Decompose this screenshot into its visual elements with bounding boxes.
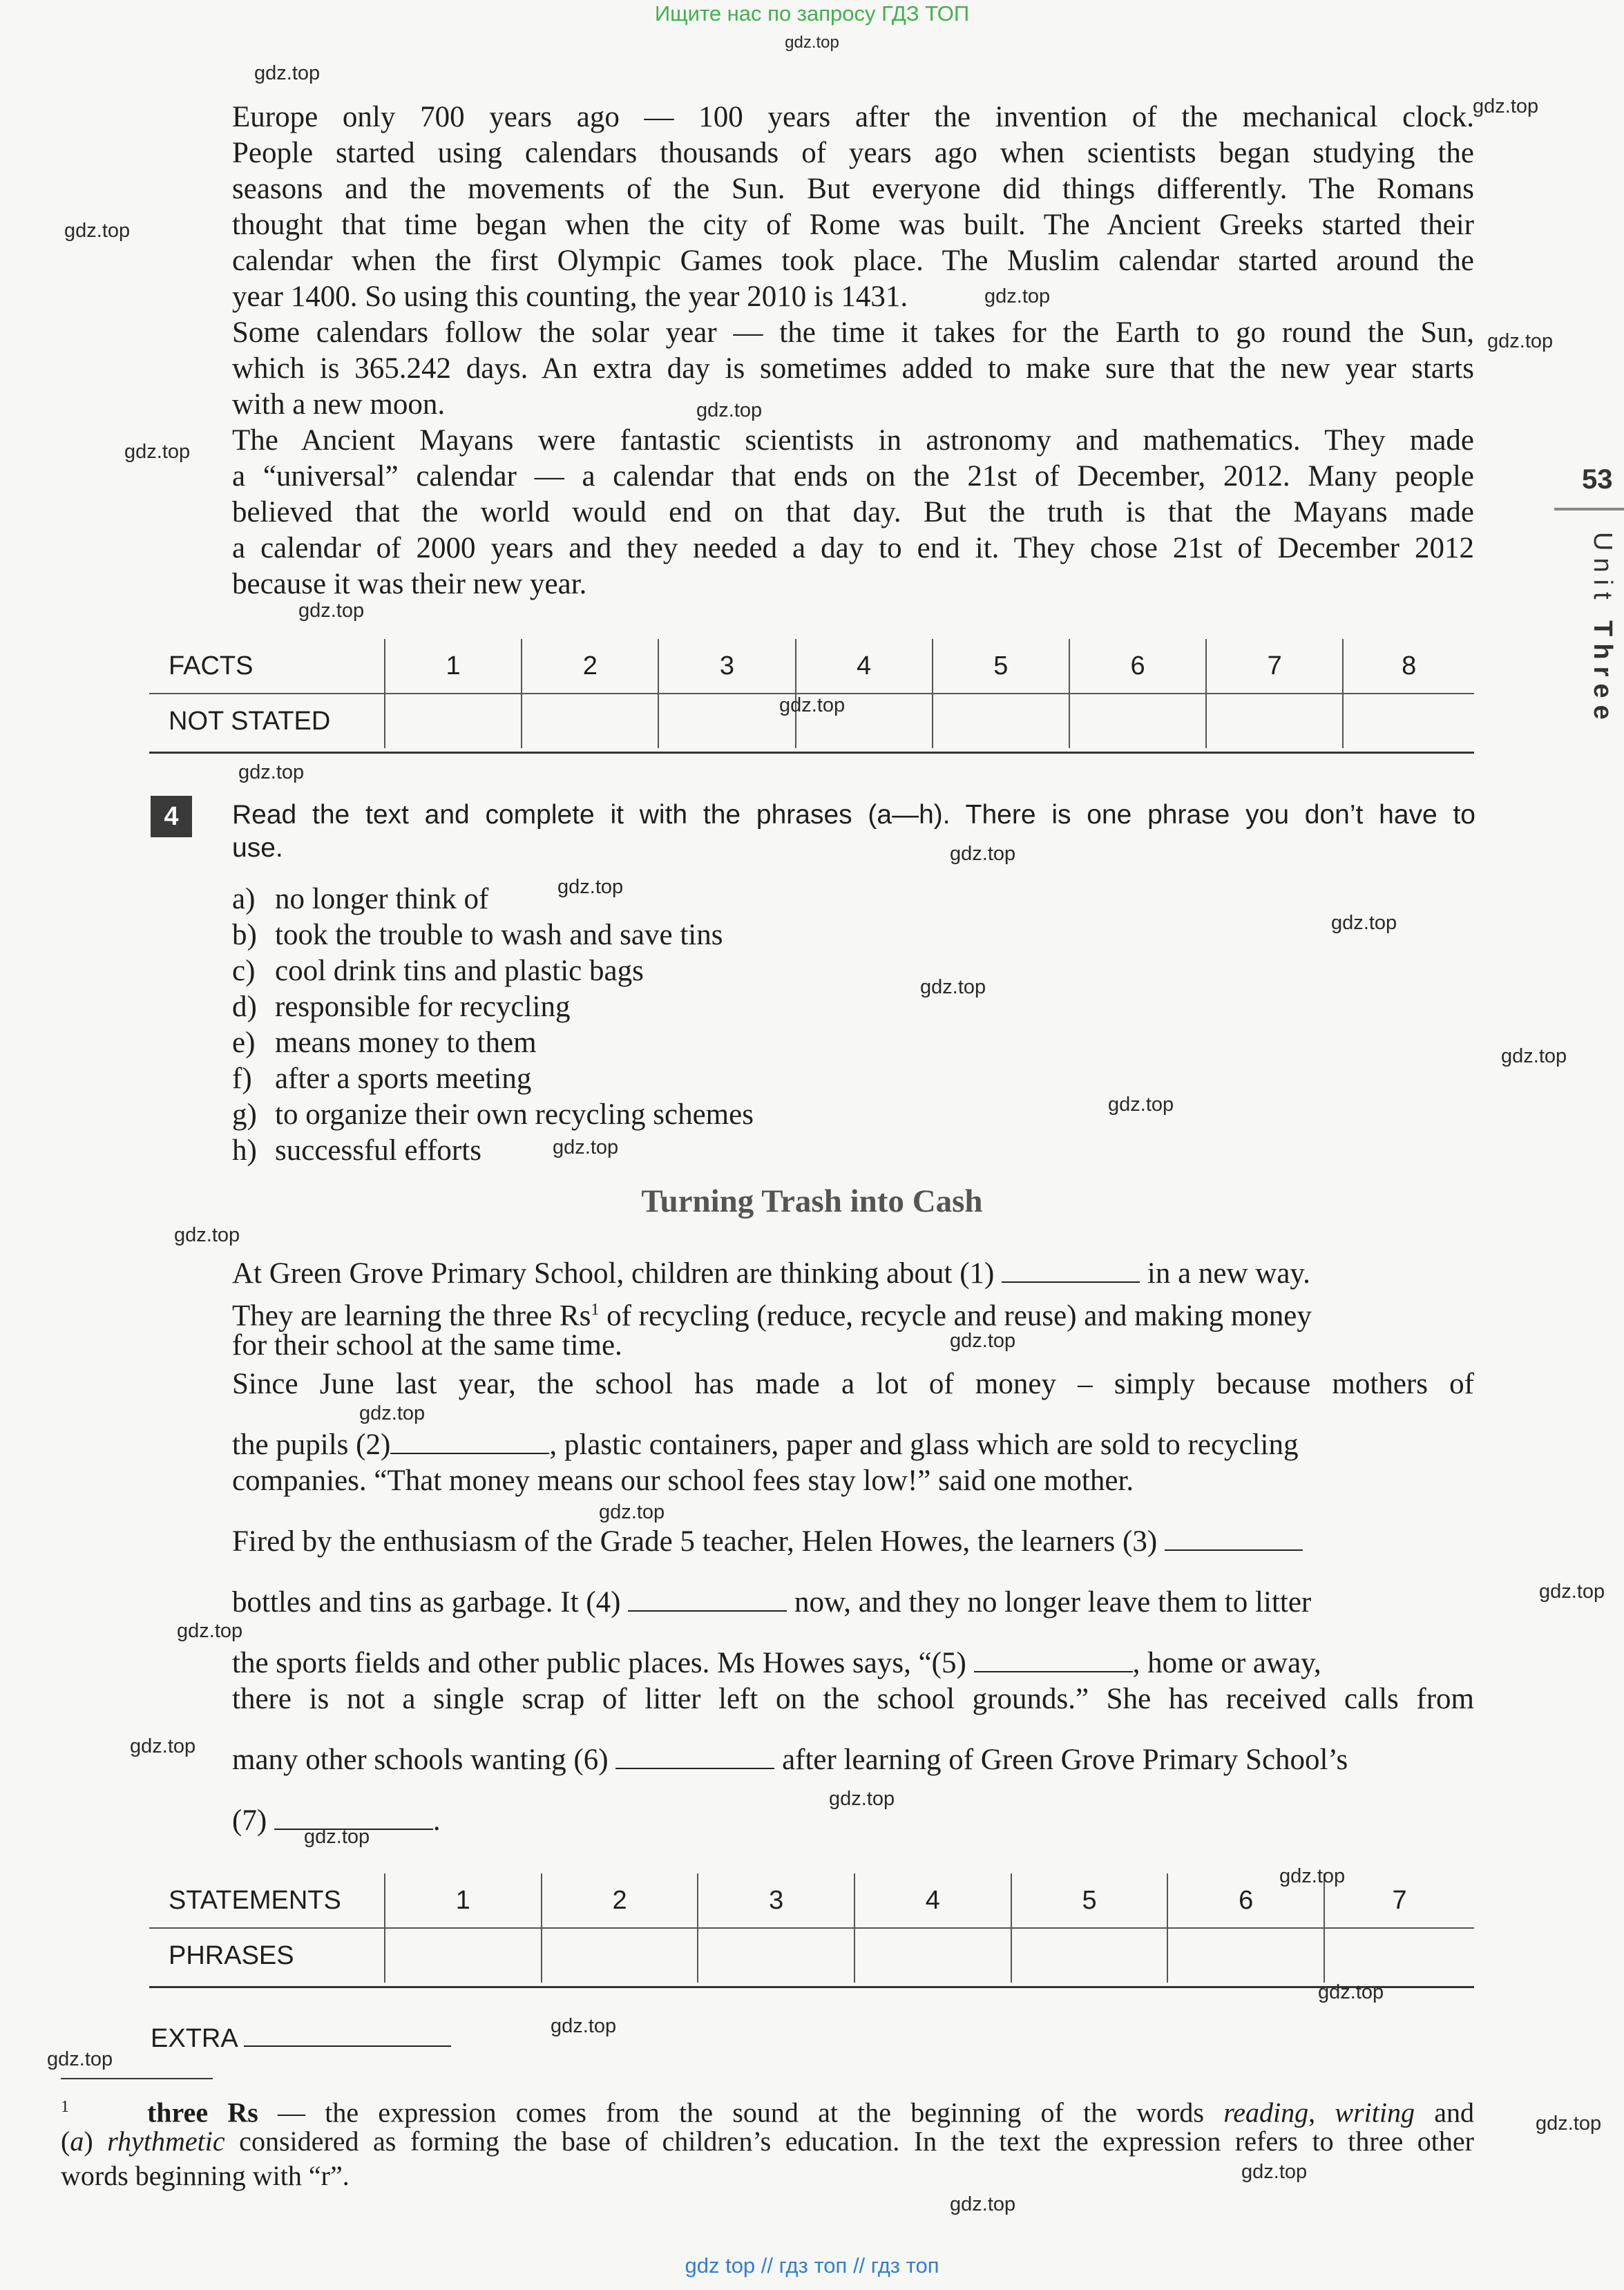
footnote-word: a xyxy=(70,2126,84,2157)
facts-column-header: 8 xyxy=(1343,639,1474,694)
statements-column-header: 2 xyxy=(542,1873,698,1928)
story-text-span: after learning of Green Grove Primary School’s xyxy=(782,1744,1348,1776)
watermark: gdz.top xyxy=(298,600,365,622)
answer-cell[interactable] xyxy=(1011,1928,1168,1983)
story-text-span: , home or away, xyxy=(1132,1647,1321,1679)
facts-table xyxy=(149,639,1474,748)
table-bottom-rule xyxy=(149,1986,1474,1988)
option-key: c) xyxy=(232,955,256,987)
story-text-span: Fired by the enthusiasm of the Grade 5 teacher, Helen Howes, the learners (3) xyxy=(232,1525,1158,1558)
watermark: gdz.top xyxy=(920,976,986,998)
gap-2[interactable] xyxy=(390,1432,549,1454)
page-number: 53 xyxy=(1582,464,1613,495)
gap-1[interactable] xyxy=(1002,1261,1140,1283)
statements-column-header: 4 xyxy=(854,1873,1011,1928)
passage-line: believed that the world would end on that day. But the truth is that the Mayans made xyxy=(232,496,1474,528)
option-text: responsible for recycling xyxy=(275,991,571,1023)
statements-column-header: 6 xyxy=(1167,1873,1324,1928)
story-line xyxy=(232,1524,1303,1560)
facts-column-header: 6 xyxy=(1069,639,1206,694)
watermark: gdz.top xyxy=(1108,1094,1174,1116)
passage-line: calendar when the first Olympic Games took place. The Muslim calendar started around the xyxy=(232,245,1474,277)
answer-cell[interactable] xyxy=(1324,1928,1474,1983)
exercise-instruction-cont: use. xyxy=(232,833,283,863)
option-item xyxy=(232,1025,537,1061)
statements-table xyxy=(149,1873,1474,1983)
statements-column-header: 3 xyxy=(698,1873,854,1928)
footnote-rule xyxy=(61,2078,213,2079)
answer-cell[interactable] xyxy=(1343,694,1474,748)
passage-line: The Ancient Mayans were fantastic scientists in astronomy and mathematics. They made xyxy=(232,424,1474,457)
footnote-ref: 1 xyxy=(591,1301,600,1319)
option-key: d) xyxy=(232,991,257,1023)
footnote-text: ( xyxy=(61,2126,70,2157)
option-item xyxy=(232,917,723,953)
statements-column-header: 1 xyxy=(385,1873,542,1928)
watermark: gdz.top xyxy=(174,1224,240,1246)
story-text-span: of recycling (reduce, recycle and reuse) and making money xyxy=(599,1299,1312,1333)
story-text-span: (7) xyxy=(232,1804,267,1837)
answer-cell[interactable] xyxy=(385,694,522,748)
story-text-span: bottles and tins as garbage. It (4) xyxy=(232,1586,621,1619)
unit-label xyxy=(1587,532,1617,727)
facts-column-header: 5 xyxy=(933,639,1069,694)
story-title: Turning Trash into Cash xyxy=(641,1183,983,1219)
story-text-span: . xyxy=(432,1804,441,1837)
passage-line: Europe only 700 years ago — 100 years after the invention of the mechanical clock. xyxy=(232,101,1474,133)
not-stated-row-label: NOT STATED xyxy=(169,706,331,736)
statements-row-label: STATEMENTS xyxy=(149,1873,385,1928)
story-line xyxy=(232,1256,1310,1292)
option-item xyxy=(232,1097,754,1133)
facts-column-header: 7 xyxy=(1206,639,1343,694)
watermark: gdz.top xyxy=(984,285,1051,307)
watermark: gdz.top xyxy=(553,1136,619,1158)
watermark: gdz.top xyxy=(696,399,763,421)
option-text: took the trouble to wash and save tins xyxy=(275,919,723,951)
option-item xyxy=(232,989,570,1025)
exercise-number-badge: 4 xyxy=(151,796,192,837)
answer-cell[interactable] xyxy=(1167,1928,1324,1983)
facts-column-header: 2 xyxy=(522,639,658,694)
option-key: e) xyxy=(232,1027,256,1059)
phrases-row-label: PHRASES xyxy=(169,1940,294,1970)
story-text-span: the pupils (2) xyxy=(232,1429,391,1461)
watermark: gdz.top xyxy=(47,2048,113,2070)
story-line xyxy=(232,1742,1348,1778)
story-line xyxy=(232,1645,1321,1681)
answer-cell[interactable] xyxy=(933,694,1069,748)
watermark: gdz.top xyxy=(124,441,191,463)
banner-watermark: gdz.top xyxy=(785,33,839,52)
passage-line: year 1400. So using this counting, the year 2010 is 1431. xyxy=(232,280,908,313)
footnote-text: — the expression comes from the sound at the beginning of the words xyxy=(258,2097,1224,2128)
footnote-text: ) xyxy=(84,2126,108,2157)
watermark: gdz.top xyxy=(829,1788,895,1810)
extra-label: EXTRA xyxy=(151,2024,237,2053)
option-text: successful efforts xyxy=(275,1134,481,1167)
watermark: gdz.top xyxy=(950,843,1016,865)
passage-line: because it was their new year. xyxy=(232,568,587,600)
statements-column-header: 5 xyxy=(1011,1873,1168,1928)
footnote-word: rhythmetic xyxy=(107,2126,225,2157)
footnote-mark: 1 xyxy=(61,2098,69,2116)
option-item xyxy=(232,953,644,989)
watermark: gdz.top xyxy=(1501,1045,1567,1067)
footnote-word: reading xyxy=(1223,2097,1309,2128)
search-banner[interactable]: Ищите нас по запросу ГДЗ ТОП xyxy=(654,1,970,26)
passage-line: seasons and the movements of the Sun. But everyone did things differently. The Romans xyxy=(232,173,1474,205)
unit-number: Three xyxy=(1588,620,1617,727)
watermark: gdz.top xyxy=(254,62,321,84)
watermark: gdz.top xyxy=(1318,1981,1384,2003)
gap-4[interactable] xyxy=(628,1590,787,1612)
footnote-text: considered as forming the base of children’s education. In the text the expression refers to three other xyxy=(225,2126,1474,2157)
watermark: gdz.top xyxy=(238,761,305,783)
answer-cell[interactable] xyxy=(658,694,795,748)
facts-column-header: 4 xyxy=(796,639,933,694)
watermark: gdz.top xyxy=(1536,2112,1602,2135)
gap-5[interactable] xyxy=(974,1650,1133,1672)
story-line: Since June last year, the school has made a lot of money – simply because mothers of xyxy=(232,1368,1474,1400)
watermark: gdz.top xyxy=(1241,2161,1308,2183)
answer-cell[interactable] xyxy=(522,694,658,748)
watermark: gdz.top xyxy=(1279,1865,1346,1887)
footnote-line xyxy=(61,2124,1474,2159)
facts-column-header: 1 xyxy=(385,639,522,694)
story-text-span: the sports fields and other public places. Ms Howes says, “(5) xyxy=(232,1647,966,1679)
watermark: gdz.top xyxy=(1539,1581,1605,1603)
story-text-span: They are learning the three Rs xyxy=(232,1299,591,1333)
watermark: gdz.top xyxy=(64,220,131,242)
passage-line: which is 365.242 days. An extra day is sometimes added to make sure that the new year starts xyxy=(232,352,1474,385)
option-key: h) xyxy=(232,1134,257,1167)
gap-3[interactable] xyxy=(1165,1529,1303,1551)
story-text-span: At Green Grove Primary School, children are thinking about (1) xyxy=(232,1257,995,1290)
option-key: a) xyxy=(232,883,256,915)
answer-cell[interactable] xyxy=(542,1928,698,1983)
story-text-span: now, and they no longer leave them to litter xyxy=(794,1586,1312,1619)
footnote-text: , xyxy=(1308,2097,1335,2128)
watermark: gdz.top xyxy=(130,1735,196,1757)
passage-line: People started using calendars thousands of years ago when scientists began studying the xyxy=(232,137,1474,169)
watermark: gdz.top xyxy=(304,1826,370,1848)
passage-line: thought that time began when the city of Rome was built. The Ancient Greeks started their xyxy=(232,209,1474,241)
answer-cell[interactable] xyxy=(854,1928,1011,1983)
watermark: gdz.top xyxy=(1473,95,1539,117)
watermark: gdz.top xyxy=(1487,330,1554,352)
option-item xyxy=(232,881,488,917)
passage-line: Some calendars follow the solar year — the time it takes for the Earth to go round the Sun, xyxy=(232,316,1474,349)
side-divider xyxy=(1554,508,1624,511)
option-key: f) xyxy=(232,1062,252,1095)
story-line: there is not a single scrap of litter left on the school grounds.” She has received calls from xyxy=(232,1683,1474,1715)
option-item xyxy=(232,1061,531,1097)
footer-links[interactable]: gdz top // гдз топ // гдз топ xyxy=(685,2253,939,2278)
gap-6[interactable] xyxy=(615,1747,774,1769)
statements-column-header: 7 xyxy=(1324,1873,1474,1928)
answer-cell[interactable] xyxy=(385,1928,542,1983)
story-line xyxy=(232,1427,1299,1463)
passage-line: with a new moon. xyxy=(232,388,446,421)
answer-cell[interactable] xyxy=(1069,694,1206,748)
option-item xyxy=(232,1133,481,1169)
watermark: gdz.top xyxy=(359,1402,426,1424)
option-text: cool drink tins and plastic bags xyxy=(275,955,644,987)
unit-word: Unit xyxy=(1588,532,1617,607)
watermark: gdz.top xyxy=(950,2193,1016,2215)
watermark: gdz.top xyxy=(599,1501,665,1523)
answer-cell[interactable] xyxy=(698,1928,854,1983)
option-text: to organize their own recycling schemes xyxy=(275,1098,754,1131)
footnote-text: and xyxy=(1415,2097,1475,2128)
facts-column-header: 3 xyxy=(658,639,795,694)
option-key: g) xyxy=(232,1098,257,1131)
footnote-term: three Rs xyxy=(146,2097,258,2128)
watermark: gdz.top xyxy=(177,1620,243,1642)
passage-line: a calendar of 2000 years and they needed a day to end it. They chose 21st of December 2012 xyxy=(232,532,1474,564)
passage-line: a “universal” calendar — a calendar that ends on the 21st of December, 2012. Many people xyxy=(232,460,1474,493)
option-text: after a sports meeting xyxy=(275,1062,532,1095)
watermark: gdz.top xyxy=(950,1330,1016,1352)
option-text: no longer think of xyxy=(275,883,489,915)
watermark: gdz.top xyxy=(557,876,624,898)
extra-gap[interactable] xyxy=(244,2025,451,2047)
exercise-instruction: Read the text and complete it with the phrases (a—h). There is one phrase you don’t have to xyxy=(232,800,1475,830)
footnote-line: words beginning with “r”. xyxy=(61,2160,350,2191)
facts-row-label: FACTS xyxy=(149,639,385,694)
table-bottom-rule xyxy=(149,752,1474,754)
option-text: means money to them xyxy=(275,1027,537,1059)
watermark: gdz.top xyxy=(551,2015,617,2037)
option-key: b) xyxy=(232,919,257,951)
footnote-word: writing xyxy=(1335,2097,1415,2128)
answer-cell[interactable] xyxy=(1206,694,1343,748)
watermark: gdz.top xyxy=(779,694,846,716)
story-text-span: , plastic containers, paper and glass which are sold to recycling xyxy=(549,1429,1299,1461)
story-line: for their school at the same time. xyxy=(232,1329,622,1362)
story-text-span: in a new way. xyxy=(1147,1257,1310,1290)
extra-answer xyxy=(151,2021,451,2057)
story-line: companies. “That money means our school fees stay low!” said one mother. xyxy=(232,1464,1134,1497)
watermark: gdz.top xyxy=(1331,912,1397,934)
story-line xyxy=(232,1585,1311,1621)
story-text-span: many other schools wanting (6) xyxy=(232,1744,609,1776)
